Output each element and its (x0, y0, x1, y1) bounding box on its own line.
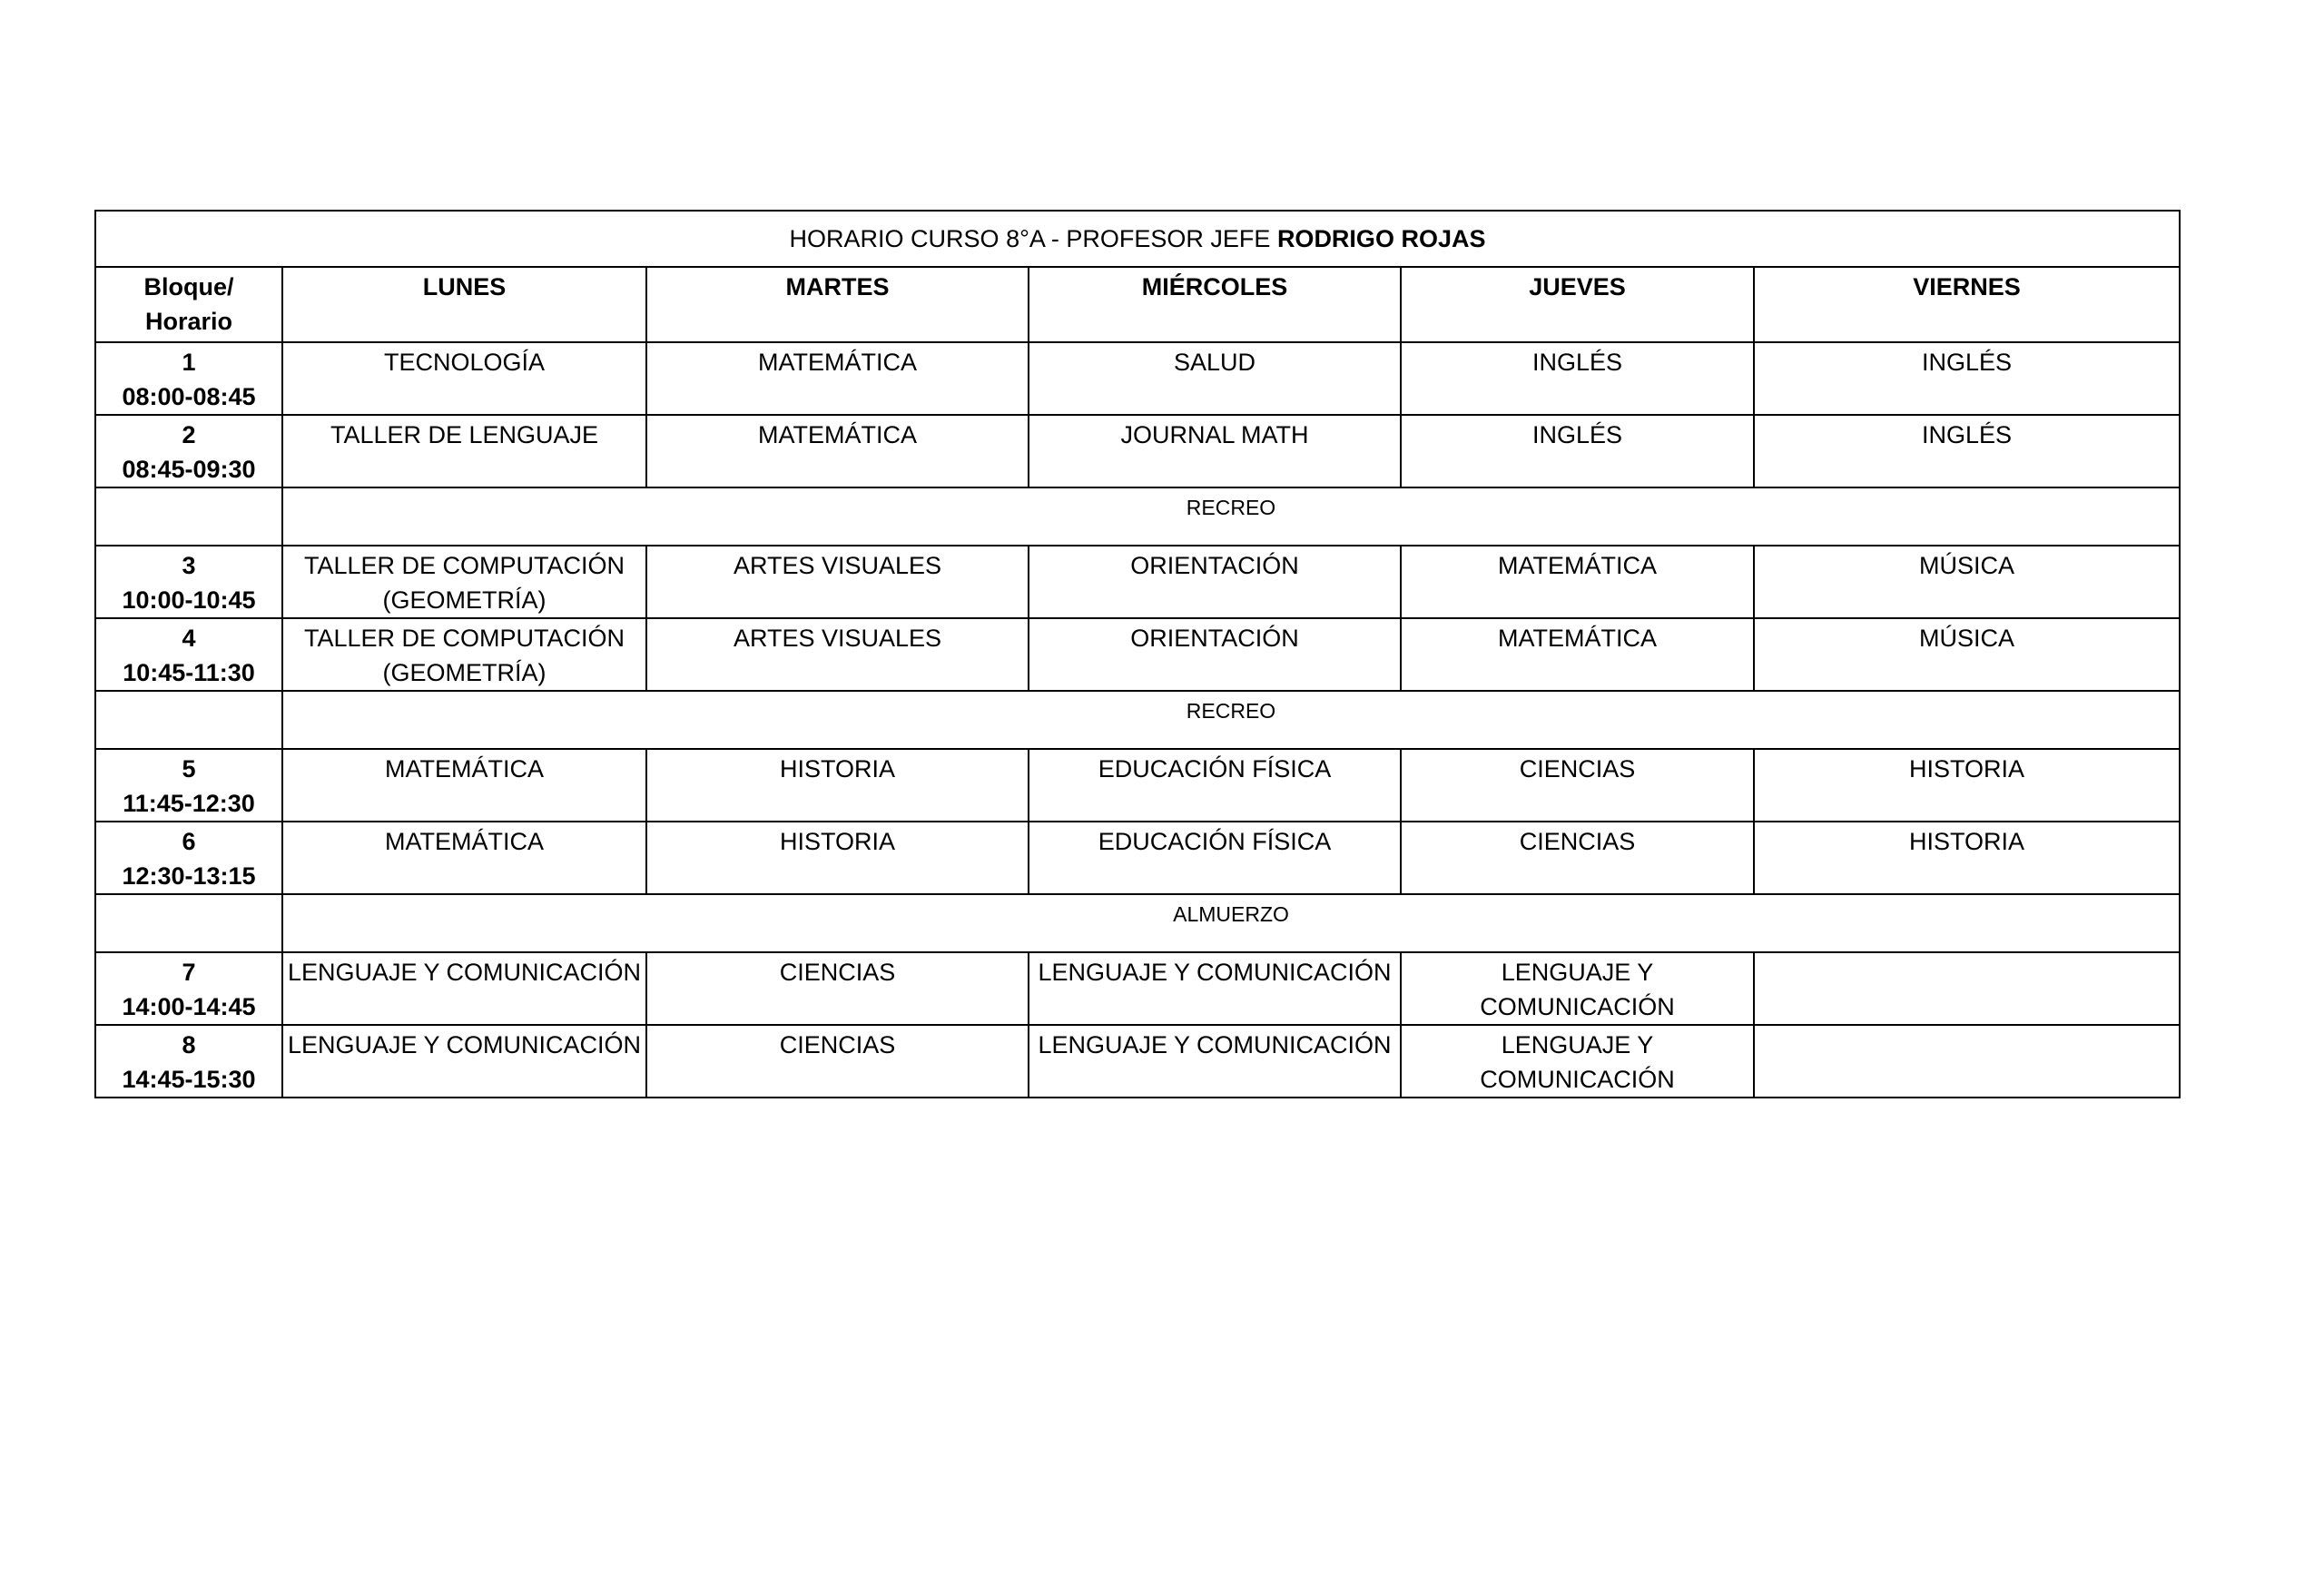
day-header-monday: LUNES (282, 267, 646, 342)
day-header-wednesday: MIÉRCOLES (1029, 267, 1401, 342)
block-cell (95, 415, 282, 487)
subject-cell: ORIENTACIÓN (1029, 546, 1401, 618)
subject-cell: CIENCIAS (1401, 749, 1754, 822)
block-number: 2 (182, 421, 196, 448)
subject-cell (1754, 1025, 2180, 1098)
break-label: ALMUERZO (282, 894, 2180, 952)
title-row (95, 211, 2180, 267)
subject-cell: EDUCACIÓN FÍSICA (1029, 749, 1401, 822)
subject-cell: INGLÉS (1401, 415, 1754, 487)
block-time: 10:00-10:45 (122, 586, 256, 614)
block-header-line2: Horario (144, 308, 233, 335)
subject-cell: TECNOLOGÍA (282, 342, 646, 415)
subject-cell: SALUD (1029, 342, 1401, 415)
subject-cell: TALLER DE COMPUTACIÓN (GEOMETRÍA) (282, 618, 646, 691)
subject-cell: LENGUAJE Y COMUNICACIÓN (1401, 1025, 1754, 1098)
block-cell (95, 822, 282, 894)
block-cell (95, 342, 282, 415)
block-number: 3 (182, 552, 196, 579)
subject-cell: LENGUAJE Y COMUNICACIÓN (282, 952, 646, 1025)
block-number: 4 (182, 625, 196, 652)
subject-cell: ARTES VISUALES (646, 546, 1029, 618)
block-time: 14:00-14:45 (122, 993, 256, 1020)
subject-cell: LENGUAJE Y COMUNICACIÓN (282, 1025, 646, 1098)
subject-cell: EDUCACIÓN FÍSICA (1029, 822, 1401, 894)
subject-cell: MÚSICA (1754, 546, 2180, 618)
subject-cell: INGLÉS (1754, 415, 2180, 487)
block-number: 8 (182, 1031, 196, 1058)
day-header-friday: VIERNES (1754, 267, 2180, 342)
day-header-thursday: JUEVES (1401, 267, 1754, 342)
subject-cell: LENGUAJE Y COMUNICACIÓN (1029, 1025, 1401, 1098)
subject-cell: CIENCIAS (646, 952, 1029, 1025)
subject-cell: CIENCIAS (646, 1025, 1029, 1098)
subject-cell: JOURNAL MATH (1029, 415, 1401, 487)
subject-cell: HISTORIA (1754, 822, 2180, 894)
subject-cell: ARTES VISUALES (646, 618, 1029, 691)
subject-cell: CIENCIAS (1401, 822, 1754, 894)
subject-cell: HISTORIA (646, 749, 1029, 822)
block-time: 11:45-12:30 (123, 790, 255, 817)
header-row (95, 267, 2180, 342)
table-row (95, 749, 2180, 822)
block-header (95, 267, 282, 342)
block-number: 1 (182, 349, 196, 376)
day-header-tuesday: MARTES (646, 267, 1029, 342)
subject-cell: MATEMÁTICA (646, 342, 1029, 415)
title-prefix: HORARIO CURSO 8°A - PROFESOR JEFE (789, 225, 1277, 252)
break-row (95, 487, 2180, 546)
subject-cell: LENGUAJE Y COMUNICACIÓN (1401, 952, 1754, 1025)
schedule-title (95, 211, 2180, 267)
block-cell (95, 618, 282, 691)
subject-cell: INGLÉS (1754, 342, 2180, 415)
table-row (95, 342, 2180, 415)
block-time: 08:45-09:30 (122, 456, 256, 483)
break-label: RECREO (282, 691, 2180, 749)
subject-cell: MATEMÁTICA (282, 749, 646, 822)
subject-cell: LENGUAJE Y COMUNICACIÓN (1029, 952, 1401, 1025)
subject-cell: MATEMÁTICA (1401, 618, 1754, 691)
table-row (95, 415, 2180, 487)
subject-cell: TALLER DE LENGUAJE (282, 415, 646, 487)
break-label: RECREO (282, 487, 2180, 546)
subject-cell: ORIENTACIÓN (1029, 618, 1401, 691)
subject-cell: MÚSICA (1754, 618, 2180, 691)
subject-cell: INGLÉS (1401, 342, 1754, 415)
teacher-name: RODRIGO ROJAS (1276, 225, 1486, 252)
block-header-line1: Bloque/ (143, 273, 234, 300)
block-number: 6 (182, 828, 196, 855)
block-time: 08:00-08:45 (122, 383, 256, 410)
block-cell (95, 952, 282, 1025)
subject-cell: TALLER DE COMPUTACIÓN (GEOMETRÍA) (282, 546, 646, 618)
block-number: 5 (182, 755, 196, 783)
schedule-body (95, 342, 2180, 1098)
subject-cell: MATEMÁTICA (1401, 546, 1754, 618)
block-time: 12:30-13:15 (122, 862, 256, 890)
subject-cell: HISTORIA (646, 822, 1029, 894)
block-time: 10:45-11:30 (123, 659, 255, 686)
block-cell (95, 546, 282, 618)
subject-cell (1754, 952, 2180, 1025)
schedule-table (94, 210, 2181, 1098)
break-block-cell (95, 487, 282, 546)
block-cell (95, 1025, 282, 1098)
subject-cell: HISTORIA (1754, 749, 2180, 822)
break-row (95, 894, 2180, 952)
break-block-cell (95, 894, 282, 952)
table-row (95, 618, 2180, 691)
subject-cell: MATEMÁTICA (646, 415, 1029, 487)
table-row (95, 546, 2180, 618)
break-block-cell (95, 691, 282, 749)
block-time: 14:45-15:30 (122, 1066, 256, 1093)
block-number: 7 (182, 959, 196, 986)
subject-cell: MATEMÁTICA (282, 822, 646, 894)
break-row (95, 691, 2180, 749)
block-cell (95, 749, 282, 822)
table-row (95, 952, 2180, 1025)
table-row (95, 1025, 2180, 1098)
table-row (95, 822, 2180, 894)
